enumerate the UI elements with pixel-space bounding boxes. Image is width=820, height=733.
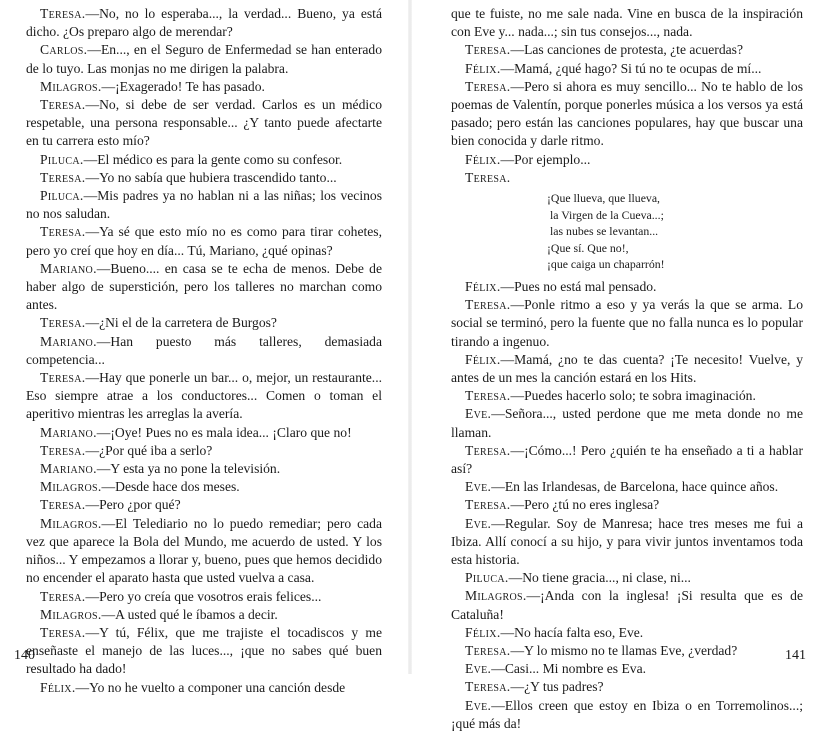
- dialogue-text: —Yo no sabía que hubiera trascendido tanto...: [85, 169, 337, 185]
- verse-line: ¡Que llueva, que llueva,: [547, 191, 661, 206]
- dialogue-text: —Por ejemplo...: [500, 151, 591, 167]
- speaker-name: Teresa.: [40, 315, 86, 331]
- speaker-name: Eve.: [465, 406, 492, 422]
- dialogue-text: —No tiene gracia..., ni clase, ni...: [508, 570, 691, 586]
- dialogue-text: —Bueno.... en casa se te echa de menos. Debe de haber algo de superstición, pero los talleres no marchan como antes.: [26, 260, 382, 313]
- dialogue-line: [26, 442, 382, 460]
- dialogue-line: [451, 496, 803, 514]
- dialogue-text: —El médico es para la gente como su confesor.: [83, 151, 343, 167]
- dialogue-block-after-verse: [451, 278, 803, 733]
- speaker-name: Teresa.: [40, 497, 86, 513]
- dialogue-text: —¡Exagerado! Te has pasado.: [101, 78, 265, 94]
- dialogue-text: —En..., en el Seguro de Enfermedad se han enterado de lo tuyo. Las monjas no me dirigen la palabra.: [26, 42, 382, 76]
- speaker-name: Teresa.: [40, 442, 86, 458]
- dialogue-line: [451, 41, 803, 59]
- dialogue-line: [451, 296, 803, 351]
- verse-line: las nubes se levantan...: [550, 224, 659, 239]
- speaker-name: Teresa.: [465, 643, 511, 659]
- dialogue-text: —Han puesto más talleres, demasiada competencia...: [26, 333, 382, 367]
- dialogue-line: [451, 587, 803, 623]
- dialogue-line: [26, 515, 382, 588]
- speaker-name: Félix.: [465, 151, 501, 167]
- speaker-name: Teresa.: [40, 6, 86, 21]
- speaker-name: Teresa.: [40, 588, 86, 604]
- dialogue-line: [26, 314, 382, 332]
- speaker-name: Teresa.: [465, 169, 511, 185]
- dialogue-line: [26, 624, 382, 679]
- dialogue-line: [451, 351, 803, 387]
- speaker-name: Teresa.: [465, 297, 511, 313]
- dialogue-line: [26, 369, 382, 424]
- dialogue-text: —Señora..., usted perdone que me meta donde no me llaman.: [451, 406, 803, 440]
- dialogue-line: [451, 387, 803, 405]
- speaker-name: Teresa.: [40, 224, 86, 240]
- dialogue-line: [451, 678, 803, 696]
- speaker-name: Milagros.: [40, 515, 102, 531]
- dialogue-line: [26, 260, 382, 315]
- dialogue-line: [26, 606, 382, 624]
- dialogue-line: [26, 78, 382, 96]
- song-verse: [547, 190, 803, 273]
- dialogue-text: —En las Irlandesas, de Barcelona, hace quince años.: [491, 479, 779, 495]
- verse-line: ¡Que sí. Que no!,: [547, 240, 629, 255]
- speaker-name: Eve.: [465, 697, 492, 713]
- speaker-name: Carlos.: [40, 42, 88, 58]
- dialogue-line: [26, 41, 382, 77]
- dialogue-text: —¿Ni el de la carretera de Burgos?: [85, 315, 277, 331]
- dialogue-line: [451, 697, 803, 733]
- dialogue-line: [26, 588, 382, 606]
- dialogue-line: [26, 96, 382, 151]
- dialogue-text: que te fuiste, no me sale nada. Vine en busca de la inspiración con Eve y... nada...; sin tus consejos..., nada.: [451, 6, 803, 40]
- dialogue-text: —¡Cómo...! Pero ¿quién te ha enseñado a ti a hablar así?: [451, 442, 803, 477]
- dialogue-line: [451, 151, 803, 169]
- dialogue-line: [451, 569, 803, 587]
- speaker-name: Teresa.: [465, 497, 511, 513]
- speaker-name: Félix.: [465, 624, 501, 640]
- verse-line: la Virgen de la Cueva...;: [550, 207, 664, 222]
- dialogue-text: —Ponle ritmo a eso y ya verás la que se arma. Lo social se terminó, pero la fuente que no falla nunca es lo popular tirando a ingenuo.: [451, 297, 803, 349]
- dialogue-line: [451, 405, 803, 441]
- dialogue-line: [26, 187, 382, 223]
- dialogue-text: —Las canciones de protesta, ¿te acuerdas?: [510, 42, 743, 58]
- dialogue-line: [26, 151, 382, 169]
- speaker-name: Teresa.: [40, 624, 86, 640]
- dialogue-text: —¡Oye! Pues no es mala idea... ¡Claro que no!: [96, 424, 352, 440]
- dialogue-text: —¡Anda con la inglesa! ¡Si resulta que es de Cataluña!: [451, 588, 803, 622]
- speaker-name: Piluca.: [465, 570, 509, 586]
- dialogue-text: —Pero si ahora es muy sencillo... No te hablo de los poemas de Valentín, porque ponerles música a los versos ya está pasado; pero están las canciones populares, hay que buscar una bien conocida y darle ritmo.: [451, 78, 803, 149]
- speaker-name: Teresa.: [465, 42, 511, 58]
- page-number-left: 140: [14, 648, 35, 663]
- dialogue-text: —Pero ¿tú no eres inglesa?: [510, 497, 660, 513]
- dialogue-text: —Yo no he vuelto a componer una canción desde: [75, 679, 346, 695]
- dialogue-line: [26, 460, 382, 478]
- dialogue-line: [26, 333, 382, 369]
- dialogue-text: —Puedes hacerlo solo; te sobra imaginación.: [510, 388, 756, 404]
- dialogue-line: [26, 679, 382, 697]
- left-page: [0, 0, 410, 695]
- dialogue-line: [26, 223, 382, 259]
- dialogue-line: [451, 78, 803, 151]
- dialogue-text: —Hay que ponerle un bar... o, mejor, un restaurante... Eso siempre atrae a los conductores... Comen o toman el aperitivo mientras les arreglas la avería.: [26, 370, 382, 422]
- dialogue-line: [26, 478, 382, 496]
- speaker-name: Milagros.: [465, 588, 527, 604]
- dialogue-text: —Mamá, ¿no te das cuenta? ¡Te necesito! Vuelve, y antes de un mes la canción estará en los Hits.: [451, 351, 803, 386]
- dialogue-text: —No, si debe de ser verdad. Carlos es un médico respetable, una persona responsable... ¿Y tanto puede afectarte en tu carrera esto mío?: [26, 97, 382, 149]
- dialogue-text: —Pues no está mal pensado.: [500, 279, 657, 294]
- dialogue-line: [26, 424, 382, 442]
- dialogue-text: —¿Y tus padres?: [510, 679, 604, 695]
- dialogue-text: —No, no lo esperaba..., la verdad... Bueno, ya está dicho. ¿Os preparo algo de merendar?: [26, 6, 382, 40]
- page-number-right: 141: [785, 648, 806, 663]
- speaker-name: Milagros.: [40, 78, 102, 94]
- dialogue-text: —Ya sé que esto mío no es como para tirar cohetes, pero yo creí que hoy en día... Tú, Mariano, ¿qué opinas?: [26, 224, 382, 258]
- speaker-name: Mariano.: [40, 333, 97, 349]
- speaker-name: Teresa.: [465, 442, 511, 458]
- speaker-name: Piluca.: [40, 188, 84, 204]
- dialogue-line: [451, 515, 803, 570]
- speaker-name: Mariano.: [40, 260, 97, 276]
- dialogue-line: [451, 660, 803, 678]
- dialogue-text: —Pero yo creía que vosotros erais felices...: [85, 588, 322, 604]
- speaker-name: Eve.: [465, 515, 492, 531]
- dialogue-text: —Mis padres ya no hablan ni a las niñas; los vecinos no nos saludan.: [26, 188, 382, 222]
- speaker-name: Eve.: [465, 661, 492, 677]
- dialogue-text: —Y tú, Félix, que me trajiste el tocadiscos y me enseñaste el manejo de las luces..., ¡que no sabes qué buen resultado ha dado!: [26, 624, 382, 677]
- dialogue-text: —Mamá, ¿qué hago? Si tú no te ocupas de mí...: [500, 60, 762, 76]
- dialogue-line: [451, 169, 803, 187]
- speaker-name: Teresa.: [40, 169, 86, 185]
- dialogue-text: —Pero ¿por qué?: [85, 497, 181, 513]
- dialogue-text: —Y lo mismo no te llamas Eve, ¿verdad?: [510, 643, 738, 659]
- dialogue-line: [451, 642, 803, 660]
- dialogue-text: —Y esta ya no pone la televisión.: [96, 461, 281, 477]
- speaker-name: Félix.: [465, 60, 501, 76]
- dialogue-text: —Ellos creen que estoy en Ibiza o en Torremolinos...; ¡qué más da!: [451, 697, 803, 731]
- dialogue-line: [451, 478, 803, 496]
- dialogue-line: [26, 496, 382, 514]
- speaker-name: Teresa.: [465, 388, 511, 404]
- speaker-name: Eve.: [465, 479, 492, 495]
- right-page-text: [451, 5, 803, 733]
- dialogue-text: —El Telediario no lo puedo remediar; pero cada vez que aparece la Bola del Mundo, me acuerdo de usted. Y los niños... Y empezamos a llorar y, bueno, pues que hemos decidido no encender el aparato hasta que usted vuelva a casa.: [26, 515, 382, 586]
- speaker-name: Teresa.: [40, 370, 86, 386]
- dialogue-text: —¿Por qué iba a serlo?: [85, 442, 213, 458]
- dialogue-line: [451, 278, 803, 296]
- speaker-name: Félix.: [465, 279, 501, 294]
- speaker-name: Mariano.: [40, 461, 97, 477]
- speaker-name: Piluca.: [40, 151, 84, 167]
- dialogue-text: —No hacía falta eso, Eve.: [500, 624, 644, 640]
- speaker-name: Milagros.: [40, 606, 102, 622]
- dialogue-line: [26, 5, 382, 41]
- dialogue-line: [26, 169, 382, 187]
- dialogue-line: [451, 624, 803, 642]
- speaker-name: Teresa.: [465, 679, 511, 695]
- left-page-text: [26, 5, 382, 697]
- speaker-name: Félix.: [465, 351, 501, 367]
- dialogue-line: [451, 5, 803, 41]
- dialogue-text: —Desde hace dos meses.: [101, 479, 240, 495]
- speaker-name: Mariano.: [40, 424, 97, 440]
- right-page: [410, 0, 820, 731]
- dialogue-block-before-verse: [451, 5, 803, 187]
- speaker-name: Milagros.: [40, 479, 102, 495]
- dialogue-text: —A usted qué le íbamos a decir.: [101, 606, 278, 622]
- dialogue-text: —Regular. Soy de Manresa; hace tres meses me fui a Ibiza. Allí conocí a su hijo, y para vivir juntos inventamos toda esta historia.: [451, 515, 803, 568]
- dialogue-text: —Casi... Mi nombre es Eva.: [491, 661, 647, 677]
- dialogue-line: [451, 442, 803, 478]
- dialogue-line: [451, 60, 803, 78]
- verse-line: ¡que caiga un chaparrón!: [547, 257, 665, 272]
- speaker-name: Teresa.: [40, 97, 86, 113]
- speaker-name: Félix.: [40, 679, 76, 695]
- speaker-name: Teresa.: [465, 78, 511, 94]
